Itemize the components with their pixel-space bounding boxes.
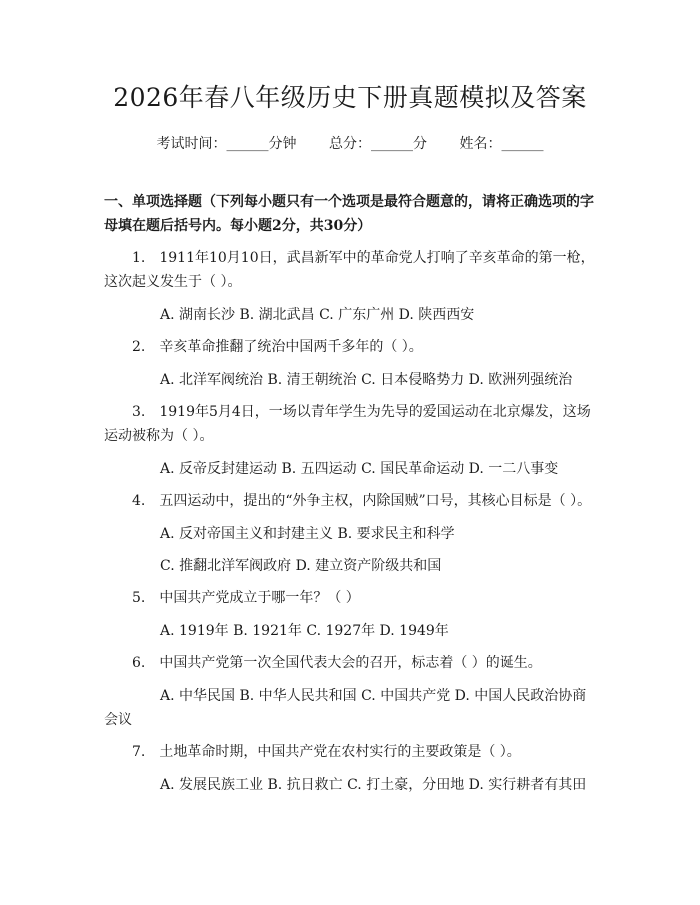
question-1 xyxy=(104,246,596,327)
total-score-field: 总分：______分 xyxy=(329,136,427,152)
exam-info-line xyxy=(104,134,596,154)
question-options: A. 中华民国 B. 中华人民共和国 C. 中国共产党 D. 中国人民政治协商会议 xyxy=(104,688,587,728)
question-5 xyxy=(104,586,596,643)
question-options: A. 反对帝国主义和封建主义 B. 要求民主和科学 xyxy=(160,526,455,542)
question-text: 4. 五四运动中，提出的“外争主权，内除国贼”口号，其核心目标是（ ）。 xyxy=(132,493,592,509)
question-4 xyxy=(104,489,596,578)
exam-time-field: 考试时间：______分钟 xyxy=(156,136,297,152)
question-options: C. 推翻北洋军阀政府 D. 建立资产阶级共和国 xyxy=(160,558,442,574)
question-6 xyxy=(104,651,596,732)
question-options: A. 反帝反封建运动 B. 五四运动 C. 国民革命运动 D. 一二八事变 xyxy=(160,461,559,477)
question-7 xyxy=(104,740,596,797)
question-options: A. 1919年 B. 1921年 C. 1927年 D. 1949年 xyxy=(160,623,449,639)
page-title: 2026年春八年级历史下册真题模拟及答案 xyxy=(113,83,587,112)
question-3 xyxy=(104,400,596,481)
section-header-single-choice: 一、单项选择题（下列每小题只有一个选项是最符合题意的，请将正确选项的字母填在题后括号内。每小题2分，共30分） xyxy=(104,194,594,234)
question-text: 2. 辛亥革命推翻了统治中国两千多年的（ ）。 xyxy=(132,339,423,355)
question-text: 7. 土地革命时期，中国共产党在农村实行的主要政策是（ ）。 xyxy=(132,744,521,760)
student-name-field: 姓名：______ xyxy=(459,136,544,152)
question-options: A. 北洋军阀统治 B. 清王朝统治 C. 日本侵略势力 D. 欧洲列强统治 xyxy=(160,372,573,388)
question-text: 6. 中国共产党第一次全国代表大会的召开，标志着（ ）的诞生。 xyxy=(132,655,542,671)
question-options: A. 发展民族工业 B. 抗日救亡 C. 打土豪，分田地 D. 实行耕者有其田 xyxy=(160,777,587,793)
question-options: A. 湖南长沙 B. 湖北武昌 C. 广东广州 D. 陕西西安 xyxy=(160,307,475,323)
question-text: 5. 中国共产党成立于哪一年？（ ） xyxy=(132,590,360,606)
question-text: 1. 1911年10月10日，武昌新军中的革命党人打响了辛亥革命的第一枪，这次起义发生于（ ）。 xyxy=(104,250,595,290)
question-2 xyxy=(104,335,596,392)
question-text: 3. 1919年5月4日，一场以青年学生为先导的爱国运动在北京爆发，这场运动被称为（ ）。 xyxy=(104,404,591,444)
